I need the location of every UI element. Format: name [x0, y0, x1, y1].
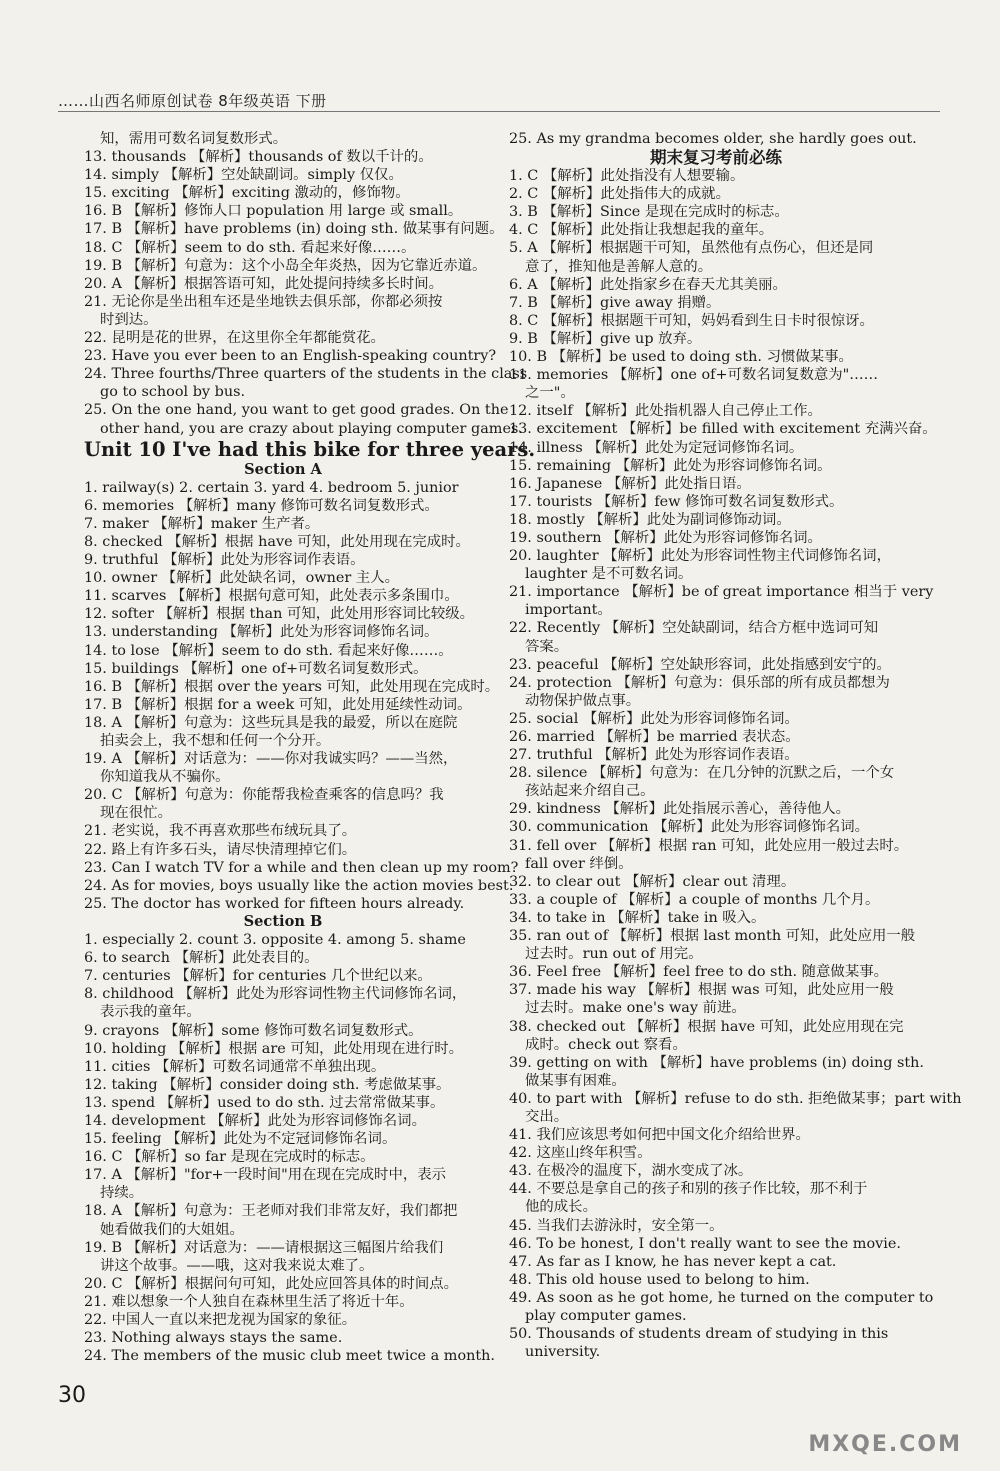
right-answer-line: 48. This old house used to belong to him.: [509, 1271, 810, 1288]
left-answer-line: 拍卖会上，我不想和任何一个分开。: [100, 733, 331, 749]
right-answer-line: 22. Recently 【解析】空处缺副词，结合方框中选词可知: [509, 620, 879, 637]
left-answer-line: 25. The doctor has worked for fifteen hours already.: [84, 895, 465, 912]
left-answer-line: 6. to search 【解析】此处表目的。: [84, 950, 319, 967]
left-answer-line: 22. 路上有许多石头，请尽快清理掉它们。: [84, 841, 357, 858]
right-answer-line: 17. tourists 【解析】few 修饰可数名词复数形式。: [509, 493, 844, 510]
left-answer-line: 9. truthful 【解析】此处为形容词作表语。: [84, 552, 365, 569]
right-answer-line: play computer games.: [525, 1308, 687, 1324]
right-answer-line: 29. kindness 【解析】此处指展示善心，善待他人。: [509, 801, 851, 818]
right-answer-line: 7. B 【解析】give away 捐赠。: [509, 294, 721, 311]
right-answer-line: 37. made his way 【解析】根据 was 可知，此处应用一般: [509, 982, 894, 999]
left-answer-line: 24. As for movies, boys usually like the action movies best.: [84, 877, 514, 894]
left-answer-line: 6. memories 【解析】many 修饰可数名词复数形式。: [84, 497, 439, 514]
right-answer-line: 5. A 【解析】根据题干可知，虽然他有点伤心，但还是同: [509, 240, 874, 257]
right-answer-line: 41. 我们应该思考如何把中国文化介绍给世界。: [509, 1127, 810, 1144]
right-answer-line: fall over 绊倒。: [525, 855, 633, 872]
right-answer-line: 27. truthful 【解析】此处为形容词作表语。: [509, 747, 799, 764]
right-answer-line: 动物保护做点事。: [525, 692, 641, 709]
right-answer-line: 4. C 【解析】此处指让我想起我的童年。: [509, 222, 774, 239]
right-answer-line: 19. southern 【解析】此处为形容词修饰名词。: [509, 529, 822, 546]
left-answer-line: 时到达。: [100, 311, 158, 328]
left-answer-line: 17. B 【解析】根据 for a week 可知，此处用延续性动词。: [84, 696, 472, 713]
right-answer-line: 34. to take in 【解析】take in 吸入。: [509, 909, 766, 926]
review-title: 期末复习考前必练: [650, 148, 782, 168]
left-answer-line: 13. understanding 【解析】此处为形容词修饰名词。: [84, 624, 439, 641]
right-answer-line: 成时。check out 察看。: [525, 1036, 687, 1053]
right-answer-line: 14. illness 【解析】此处为定冠词修饰名词。: [509, 439, 804, 456]
section-heading: Section B: [243, 912, 323, 930]
left-answer-line: 21. 难以想象一个人独自在森林里生活了将近十年。: [84, 1293, 414, 1310]
right-answer-line: 50. Thousands of students dream of studying in this: [509, 1326, 889, 1343]
left-answer-line: 7. maker 【解析】maker 生产者。: [84, 515, 320, 532]
left-answer-line: 23. Nothing always stays the same.: [84, 1330, 343, 1347]
left-answer-line: 12. taking 【解析】consider doing sth. 考虑做某事。: [84, 1076, 451, 1093]
right-answer-line: 28. silence 【解析】句意为：在几分钟的沉默之后，一个女: [509, 765, 895, 782]
left-answer-line: 13. spend 【解析】used to do sth. 过去常常做某事。: [84, 1094, 445, 1111]
left-answer-line: 13. thousands 【解析】thousands of 数以千计的。: [84, 149, 433, 166]
right-answer-line: 10. B 【解析】be used to doing sth. 习惯做某事。: [509, 349, 853, 366]
left-answer-line: 你知道我从不骗你。: [100, 769, 230, 786]
left-answer-line: 24. Three fourths/Three quarters of the students in the class: [84, 366, 528, 383]
left-answer-line: 10. owner 【解析】此处缺名词，owner 主人。: [84, 570, 399, 587]
left-answer-line: 7. centuries 【解析】for centuries 几个世纪以来。: [84, 968, 432, 985]
left-answer-line: 1. especially 2. count 3. opposite 4. among 5. shame: [84, 932, 466, 949]
right-answer-line: 25. social 【解析】此处为形容词修饰名词。: [509, 710, 799, 727]
left-answer-line: go to school by bus.: [100, 384, 246, 401]
left-answer-line: 18. C 【解析】seem to do sth. 看起来好像……。: [84, 239, 416, 256]
unit-heading: Unit 10 I've had this bike for three years.: [84, 437, 536, 461]
left-answer-line: 11. cities 【解析】可数名词通常不单独出现。: [84, 1058, 386, 1075]
right-answer-line: 24. protection 【解析】句意为：俱乐部的所有成员都想为: [509, 674, 890, 691]
left-answer-line: 表示我的童年。: [100, 1004, 201, 1021]
right-answer-line: 36. Feel free 【解析】feel free to do sth. 随意做某事。: [509, 964, 888, 981]
right-answer-line: 43. 在极冷的温度下，湖水变成了冰。: [509, 1163, 753, 1180]
left-answer-line: 14. to lose 【解析】seem to do sth. 看起来好像……。: [84, 642, 453, 659]
left-answer-line: 8. childhood 【解析】此处为形容词性物主代词修饰名词，: [84, 986, 467, 1003]
right-answer-line: 3. B 【解析】Since 是现在完成时的标志。: [509, 204, 789, 221]
right-answer-line: 42. 这座山终年积雪。: [509, 1145, 652, 1162]
left-answer-line: 持续。: [100, 1185, 144, 1202]
left-column: [84, 130, 536, 1365]
right-answer-line: 47. As far as I know, he has never kept a cat.: [509, 1253, 837, 1270]
right-answer-line: 35. ran out of 【解析】根据 last month 可知，此处应用一般: [509, 928, 916, 945]
right-answer-line: 8. C 【解析】根据题干可知，妈妈看到生日卡时很惊讶。: [509, 312, 874, 329]
left-answer-line: 19. A 【解析】对话意为：——你对我诚实吗？——当然，: [84, 751, 458, 768]
right-answer-line: 11. memories 【解析】one of+可数名词复数意为"……: [509, 367, 879, 384]
right-answer-line: university.: [525, 1344, 601, 1361]
right-answer-line: 12. itself 【解析】此处指机器人自己停止工作。: [509, 403, 822, 420]
right-answer-line: 23. peaceful 【解析】空处缺形容词，此处指感到安宁的。: [509, 656, 891, 673]
right-answer-line: 45. 当我们去游泳时，安全第一。: [509, 1217, 724, 1234]
left-answer-line: 16. B 【解析】根据 over the years 可知，此处用现在完成时。: [84, 678, 500, 695]
right-answer-line: 49. As soon as he got home, he turned on the computer to: [509, 1289, 934, 1306]
left-answer-line: 23. Can I watch TV for a while and then clean up my room?: [84, 859, 519, 876]
right-answer-line: 15. remaining 【解析】此处为形容词修饰名词。: [509, 457, 832, 474]
left-answer-line: 1. railway(s) 2. certain 3. yard 4. bedroom 5. junior: [84, 479, 459, 496]
right-answer-line: 6. A 【解析】此处指家乡在春天尤其美丽。: [509, 276, 787, 293]
right-answer-line: 过去时。make one's way 前进。: [525, 1000, 746, 1017]
right-answer-line: 32. to clear out 【解析】clear out 清理。: [509, 873, 796, 890]
left-answer-line: 8. checked 【解析】根据 have 可知，此处用现在完成时。: [84, 533, 470, 550]
right-answer-line: 他的成长。: [525, 1199, 597, 1216]
left-answer-line: 知，需用可数名词复数形式。: [100, 131, 288, 147]
right-answer-line: 26. married 【解析】be married 表状态。: [509, 729, 800, 745]
right-answer-line: important。: [525, 602, 612, 619]
right-answer-line: 33. a couple of 【解析】a couple of months 几个月。: [509, 891, 880, 908]
left-answer-line: 22. 中国人一直以来把龙视为国家的象征。: [84, 1312, 357, 1328]
left-answer-line: 19. B 【解析】句意为：这个小岛全年炎热，因为它靠近赤道。: [84, 257, 487, 274]
left-answer-line: 15. exciting 【解析】exciting 激动的，修饰物。: [84, 185, 410, 202]
left-answer-line: 16. C 【解析】so far 是现在完成时的标志。: [84, 1149, 375, 1166]
right-answer-line: 孩站起来介绍自己。: [525, 783, 655, 800]
right-answer-line: 答案。: [525, 638, 569, 655]
left-answer-line: 19. B 【解析】对话意为：——请根据这三幅图片给我们: [84, 1239, 444, 1256]
left-answer-line: 15. feeling 【解析】此处为不定冠词修饰名词。: [84, 1131, 397, 1148]
section-heading: Section A: [244, 460, 322, 478]
left-answer-line: 16. B 【解析】修饰人口 population 用 large 或 small。: [84, 203, 463, 220]
right-answer-line: 38. checked out 【解析】根据 have 可知，此处应用现在完: [509, 1018, 904, 1035]
left-answer-line: 24. The members of the music club meet twice a month.: [84, 1348, 495, 1365]
left-answer-line: 18. A 【解析】句意为：王老师对我们非常友好，我们都把: [84, 1203, 458, 1220]
left-answer-line: 21. 老实说，我不再喜欢那些布绒玩具了。: [84, 823, 357, 840]
left-answer-line: 15. buildings 【解析】one of+可数名词复数形式。: [84, 660, 428, 677]
left-answer-line: 14. development 【解析】此处为形容词修饰名词。: [84, 1112, 426, 1129]
left-answer-line: 9. crayons 【解析】some 修饰可数名词复数形式。: [84, 1022, 423, 1039]
right-answer-line: 做某事有困难。: [525, 1072, 626, 1089]
right-answer-line: 31. fell over 【解析】根据 ran 可知，此处应用一般过去时。: [509, 837, 909, 854]
left-answer-line: 18. A 【解析】句意为：这些玩具是我的最爱，所以在庭院: [84, 714, 458, 731]
header-divider: [58, 111, 940, 112]
left-answer-line: 她看做我们的大姐姐。: [100, 1221, 244, 1238]
right-answer-line: 13. excitement 【解析】be filled with excitement 充满兴奋。: [509, 421, 937, 438]
right-answer-line: 39. getting on with 【解析】have problems (in) doing sth.: [509, 1054, 925, 1071]
right-answer-line: 之一"。: [525, 385, 575, 402]
watermark-text: MXQE.COM: [808, 1432, 962, 1457]
right-answer-line: 过去时。run out of 用完。: [525, 946, 703, 963]
right-answer-line: 交出。: [525, 1108, 569, 1125]
right-answer-line: 40. to part with 【解析】refuse to do sth. 拒绝做某事；part with: [509, 1090, 962, 1107]
right-answer-line: 9. B 【解析】give up 放弃。: [509, 330, 702, 347]
left-answer-line: 20. C 【解析】句意为：你能帮我检查乘客的信息吗？我: [84, 787, 444, 804]
left-answer-line: 14. simply 【解析】空处缺副词。simply 仅仅。: [84, 167, 403, 184]
left-answer-line: 20. C 【解析】根据问句可知，此处应回答具体的时间点。: [84, 1275, 459, 1292]
left-answer-line: 11. scarves 【解析】根据句意可知，此处表示多条围巾。: [84, 588, 459, 605]
left-answer-line: 12. softer 【解析】根据 than 可知，此处用形容词比较级。: [84, 606, 475, 623]
right-answer-line: 25. As my grandma becomes older, she hardly goes out.: [509, 131, 917, 147]
left-answer-line: 10. holding 【解析】根据 are 可知，此处用现在进行时。: [84, 1040, 464, 1057]
right-answer-line: 16. Japanese 【解析】此处指日语。: [509, 475, 751, 492]
left-answer-line: 20. A 【解析】根据答语可知，此处提问持续多长时间。: [84, 275, 444, 292]
left-answer-line: other hand, you are crazy about playing computer games.: [100, 420, 523, 437]
right-answer-line: 46. To be honest, I don't really want to see the movie.: [509, 1235, 901, 1252]
right-answer-line: 21. importance 【解析】be of great importance 相当于 very: [509, 584, 934, 601]
right-answer-line: 1. C 【解析】此处指没有人想要输。: [509, 168, 745, 185]
left-answer-line: 讲这个故事。——哦，这对我来说太难了。: [100, 1257, 374, 1274]
left-answer-line: 17. A 【解析】"for+一段时间"用在现在完成时中，表示: [84, 1167, 447, 1184]
left-answer-line: 23. Have you ever been to an English-speaking country?: [84, 348, 497, 365]
left-answer-line: 现在很忙。: [100, 805, 172, 822]
page-header: ……山西名师原创试卷 8年级英语 下册: [58, 92, 327, 110]
left-answer-line: 21. 无论你是坐出租车还是坐地铁去俱乐部，你都必须按: [84, 293, 443, 310]
left-answer-line: 17. B 【解析】have problems (in) doing sth. 做某事有问题。: [84, 221, 504, 238]
right-answer-line: 18. mostly 【解析】此处为副词修饰动词。: [509, 511, 791, 528]
right-answer-line: 44. 不要总是拿自己的孩子和别的孩子作比较，那不利于: [509, 1181, 868, 1198]
right-answer-line: laughter 是不可数名词。: [525, 566, 693, 583]
left-answer-line: 25. On the one hand, you want to get good grades. On the: [84, 402, 509, 419]
right-answer-line: 30. communication 【解析】此处为形容词修饰名词。: [509, 819, 870, 836]
right-answer-line: 意了，推知他是善解人意的。: [525, 258, 713, 275]
page-number: 30: [58, 1383, 86, 1408]
left-answer-line: 22. 昆明是花的世界，在这里你全年都能赏花。: [84, 330, 385, 347]
right-answer-line: 20. laughter 【解析】此处为形容词性物主代词修饰名词，: [509, 548, 891, 565]
right-column: [509, 130, 962, 1361]
right-answer-line: 2. C 【解析】此处指伟大的成就。: [509, 186, 730, 203]
